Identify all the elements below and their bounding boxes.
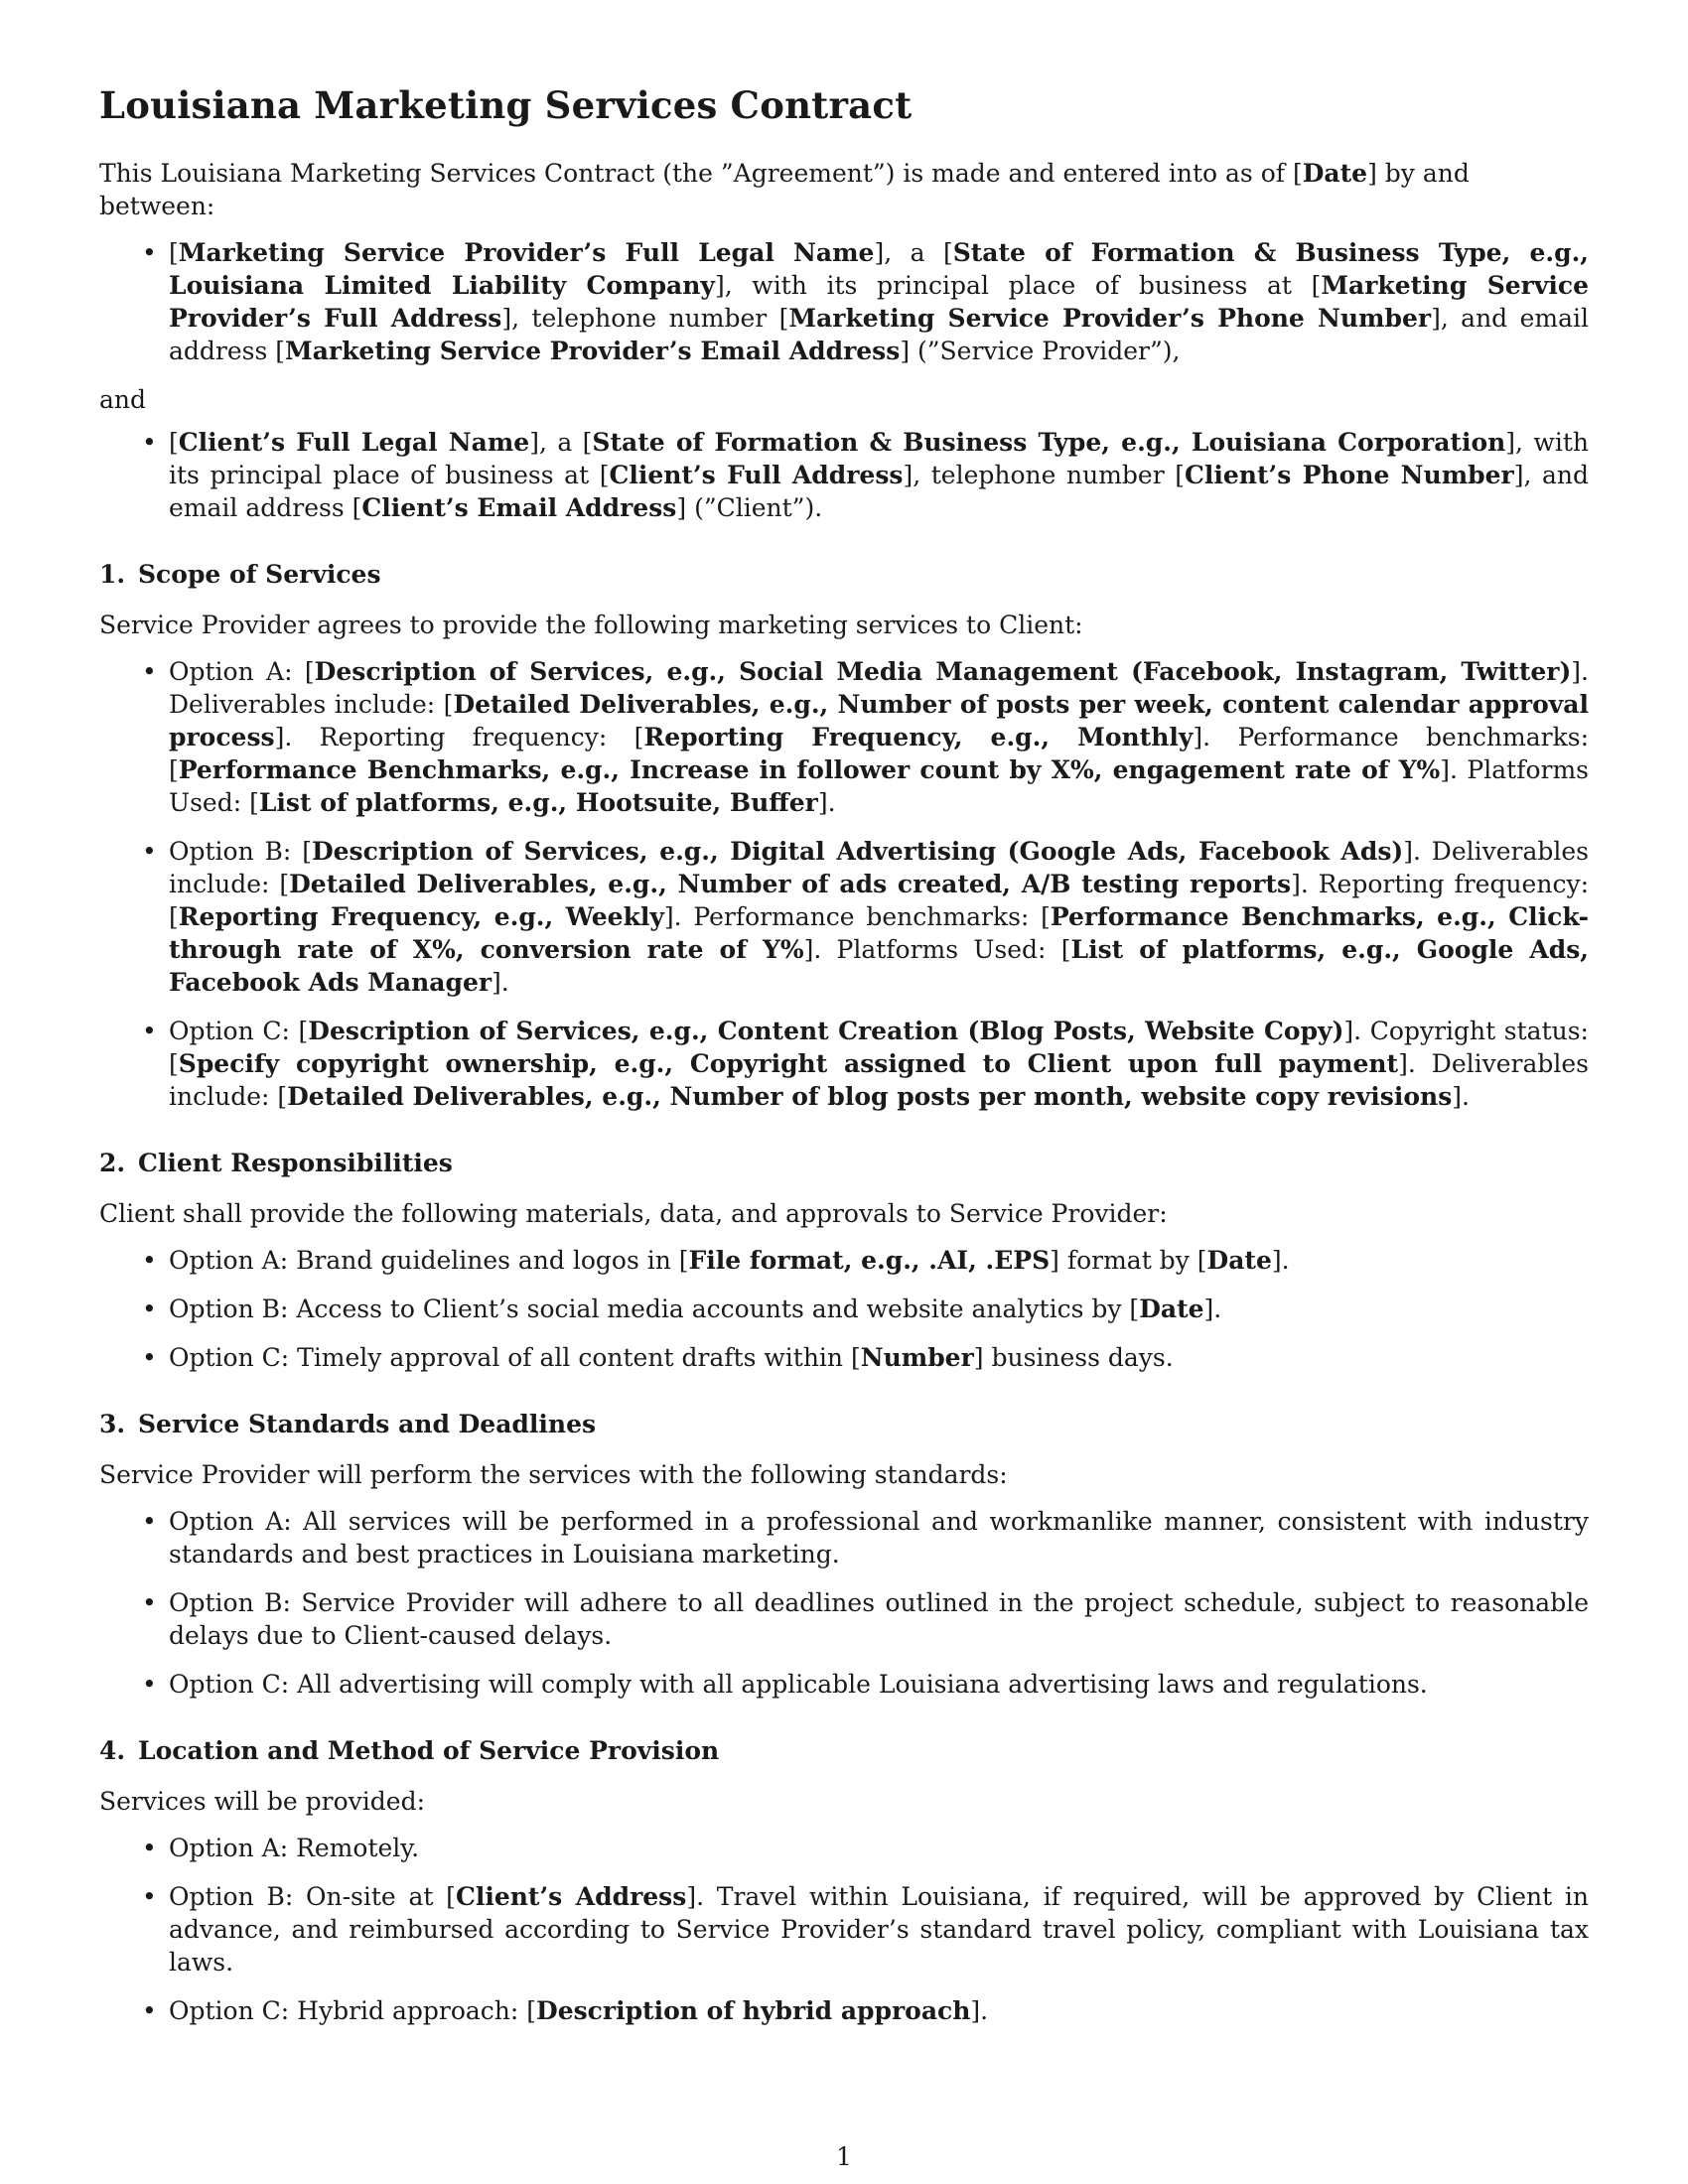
section-heading bbox=[99, 1408, 1589, 1440]
section-title: Location and Method of Service Provision bbox=[138, 1736, 720, 1765]
page-number: 1 bbox=[836, 2142, 852, 2171]
clause-text: [ bbox=[169, 238, 179, 267]
option-list bbox=[99, 1505, 1589, 1701]
placeholder-field: List of platforms, e.g., Hootsuite, Buffer bbox=[258, 788, 818, 817]
clause-text: Option A: All services will be performed in a professional and workmanlike manner, consistent with industry standards and best practices in Louisiana marketing. bbox=[169, 1507, 1589, 1569]
section-lead: Client shall provide the following materials, data, and approvals to Service Provider: bbox=[99, 1199, 1168, 1228]
intro-date-placeholder: Date bbox=[1302, 159, 1368, 188]
list-item bbox=[169, 655, 1589, 819]
list-item bbox=[169, 1505, 1589, 1570]
clause-text: ]. Copyright status: [ bbox=[169, 1017, 1589, 1078]
clause-text: ]. Deliverables include: [ bbox=[169, 1049, 1590, 1111]
section-heading bbox=[99, 558, 1589, 591]
placeholder-field: Client’s Phone Number bbox=[1185, 461, 1514, 489]
section-heading bbox=[99, 1147, 1589, 1179]
clause-text: ], and email address [ bbox=[169, 461, 1590, 522]
list-item bbox=[169, 1586, 1589, 1652]
placeholder-field: Detailed Deliverables, e.g., Number of ads created, A/B testing reports bbox=[289, 870, 1292, 898]
option-list bbox=[99, 1832, 1589, 2027]
section-lead: Service Provider will perform the services with the following standards: bbox=[99, 1460, 1008, 1489]
section-number: 3. bbox=[99, 1410, 126, 1438]
party-list-provider bbox=[99, 236, 1589, 367]
placeholder-field: Description of Services, e.g., Digital Advertising (Google Ads, Facebook Ads) bbox=[311, 837, 1404, 866]
clause-text: ]. bbox=[817, 788, 836, 817]
list-item bbox=[169, 1880, 1589, 1979]
clause-text: ], with its principal place of business at [ bbox=[714, 271, 1322, 300]
placeholder-field: Marketing Service Provider’s Phone Number bbox=[788, 304, 1432, 333]
placeholder-field: Performance Benchmarks, e.g., Click-through rate of X%, conversion rate of Y% bbox=[169, 902, 1589, 964]
section-number: 4. bbox=[99, 1736, 126, 1765]
placeholder-field: State of Formation & Business Type, e.g., Louisiana Limited Liability Company bbox=[169, 238, 1589, 300]
option-list bbox=[99, 655, 1589, 1113]
clause-text: Option A: Brand guidelines and logos in [ bbox=[169, 1246, 689, 1275]
party-list-client bbox=[99, 426, 1589, 524]
list-item bbox=[169, 236, 1589, 367]
list-item bbox=[169, 1015, 1589, 1113]
placeholder-field: Description of Services, e.g., Social Media Management (Facebook, Instagram, Twitter) bbox=[314, 657, 1572, 686]
option-list bbox=[99, 1244, 1589, 1374]
placeholder-field: Description of Services, e.g., Content Creation (Blog Posts, Website Copy) bbox=[308, 1017, 1344, 1045]
intro-text-b: ] by and between: bbox=[99, 159, 1470, 220]
list-item bbox=[169, 1668, 1589, 1701]
list-item bbox=[169, 1244, 1589, 1277]
clause-text: ]. bbox=[1203, 1295, 1222, 1323]
document-page bbox=[99, 83, 1589, 2043]
section-heading bbox=[99, 1734, 1589, 1767]
section-number: 2. bbox=[99, 1149, 126, 1177]
clause-text: ], a [ bbox=[874, 238, 953, 267]
clause-text: Option B: Service Provider will adhere to all deadlines outlined in the project schedule, subject to reasonable delays due to Client-caused delays. bbox=[169, 1588, 1589, 1650]
section-title: Scope of Services bbox=[138, 560, 381, 589]
clause-text: ]. Platforms Used: [ bbox=[169, 755, 1589, 817]
clause-text: Option C: All advertising will comply with all applicable Louisiana advertising laws and regulations. bbox=[169, 1670, 1428, 1699]
clause-text: Option A: [ bbox=[169, 657, 315, 686]
clause-text: ] business days. bbox=[973, 1343, 1174, 1372]
clause-text: ]. Deliverables include: [ bbox=[169, 837, 1589, 898]
clause-text: Option B: [ bbox=[169, 837, 312, 866]
clause-text: Option B: On-site at [ bbox=[169, 1882, 456, 1911]
clause-text: ], with its principal place of business at [ bbox=[169, 428, 1589, 489]
placeholder-field: Number bbox=[860, 1343, 974, 1372]
clause-text: ] (”Service Provider”), bbox=[900, 337, 1181, 365]
section-lead: Services will be provided: bbox=[99, 1787, 425, 1816]
list-item bbox=[169, 1293, 1589, 1325]
placeholder-field: Client’s Address bbox=[455, 1882, 687, 1911]
clause-text: ]. Platforms Used: [ bbox=[803, 935, 1071, 964]
clause-text: ], a [ bbox=[529, 428, 593, 457]
placeholder-field: Date bbox=[1206, 1246, 1272, 1275]
placeholder-field: Performance Benchmarks, e.g., Increase in follower count by X%, engagement rate of Y% bbox=[178, 755, 1441, 784]
clause-text: ] format by [ bbox=[1050, 1246, 1207, 1275]
placeholder-field: Reporting Frequency, e.g., Weekly bbox=[178, 902, 664, 931]
placeholder-field: Reporting Frequency, e.g., Monthly bbox=[643, 723, 1194, 751]
placeholder-field: State of Formation & Business Type, e.g., Louisiana Corporation bbox=[592, 428, 1506, 457]
clause-text: ]. bbox=[1452, 1082, 1470, 1111]
section-number: 1. bbox=[99, 560, 126, 589]
clause-text: ]. bbox=[492, 968, 509, 997]
list-item bbox=[169, 1994, 1589, 2027]
section-title: Service Standards and Deadlines bbox=[138, 1410, 597, 1438]
section-title: Client Responsibilities bbox=[138, 1149, 453, 1177]
clause-text: ], telephone number [ bbox=[903, 461, 1185, 489]
list-item bbox=[169, 1832, 1589, 1864]
clause-text: ]. Travel within Louisiana, if required, will be approved by Client in advance, and reimbursed according to Service Provider’s standard travel policy, compliant with Louisiana tax laws. bbox=[169, 1882, 1589, 1977]
and-connector: and bbox=[99, 385, 147, 414]
placeholder-field: Marketing Service Provider’s Email Address bbox=[285, 337, 901, 365]
placeholder-field: Marketing Service Provider’s Full Legal Name bbox=[178, 238, 875, 267]
section-lead: Service Provider agrees to provide the following marketing services to Client: bbox=[99, 611, 1083, 639]
clause-text: ]. Reporting frequency: [ bbox=[274, 723, 644, 751]
clause-text: ], and email address [ bbox=[169, 304, 1590, 365]
placeholder-field: Client’s Email Address bbox=[361, 493, 677, 522]
sections bbox=[99, 558, 1589, 2027]
placeholder-field: Specify copyright ownership, e.g., Copyright assigned to Client upon full payment bbox=[178, 1049, 1399, 1078]
clause-text: Option C: Hybrid approach: [ bbox=[169, 1996, 537, 2025]
clause-text: ]. Performance benchmarks: [ bbox=[169, 723, 1589, 784]
clause-text: ], telephone number [ bbox=[501, 304, 789, 333]
document-title: Louisiana Marketing Services Contract bbox=[99, 83, 913, 127]
clause-text: Option B: Access to Client’s social media accounts and website analytics by [ bbox=[169, 1295, 1140, 1323]
intro-text-a: This Louisiana Marketing Services Contract (the ”Agreement”) is made and entered into as of [ bbox=[99, 159, 1303, 188]
clause-text: Option A: Remotely. bbox=[169, 1834, 420, 1862]
clause-text: Option C: [ bbox=[169, 1017, 309, 1045]
clause-text: [ bbox=[169, 428, 179, 457]
placeholder-field: Description of hybrid approach bbox=[536, 1996, 971, 2025]
placeholder-field: Client’s Full Address bbox=[609, 461, 904, 489]
clause-text: ]. Reporting frequency: [ bbox=[169, 870, 1589, 931]
placeholder-field: List of platforms, e.g., Google Ads, Facebook Ads Manager bbox=[169, 935, 1589, 997]
clause-text: Option C: Timely approval of all content drafts within [ bbox=[169, 1343, 861, 1372]
clause-text: ] (”Client”). bbox=[676, 493, 823, 522]
clause-text: ]. bbox=[1271, 1246, 1290, 1275]
placeholder-field: Client’s Full Legal Name bbox=[178, 428, 530, 457]
list-item bbox=[169, 835, 1589, 999]
clause-text: ]. Performance benchmarks: [ bbox=[663, 902, 1051, 931]
placeholder-field: Marketing Service Provider’s Full Address bbox=[169, 271, 1589, 333]
placeholder-field: Date bbox=[1139, 1295, 1204, 1323]
list-item bbox=[169, 1341, 1589, 1374]
clause-text: ]. Deliverables include: [ bbox=[169, 657, 1589, 719]
clause-text: ]. bbox=[970, 1996, 989, 2025]
placeholder-field: Detailed Deliverables, e.g., Number of blog posts per month, website copy revisions bbox=[287, 1082, 1453, 1111]
placeholder-field: Detailed Deliverables, e.g., Number of posts per week, content calendar approval process bbox=[169, 690, 1589, 751]
intro-paragraph bbox=[99, 157, 1589, 222]
placeholder-field: File format, e.g., .AI, .EPS bbox=[688, 1246, 1051, 1275]
list-item bbox=[169, 426, 1589, 524]
